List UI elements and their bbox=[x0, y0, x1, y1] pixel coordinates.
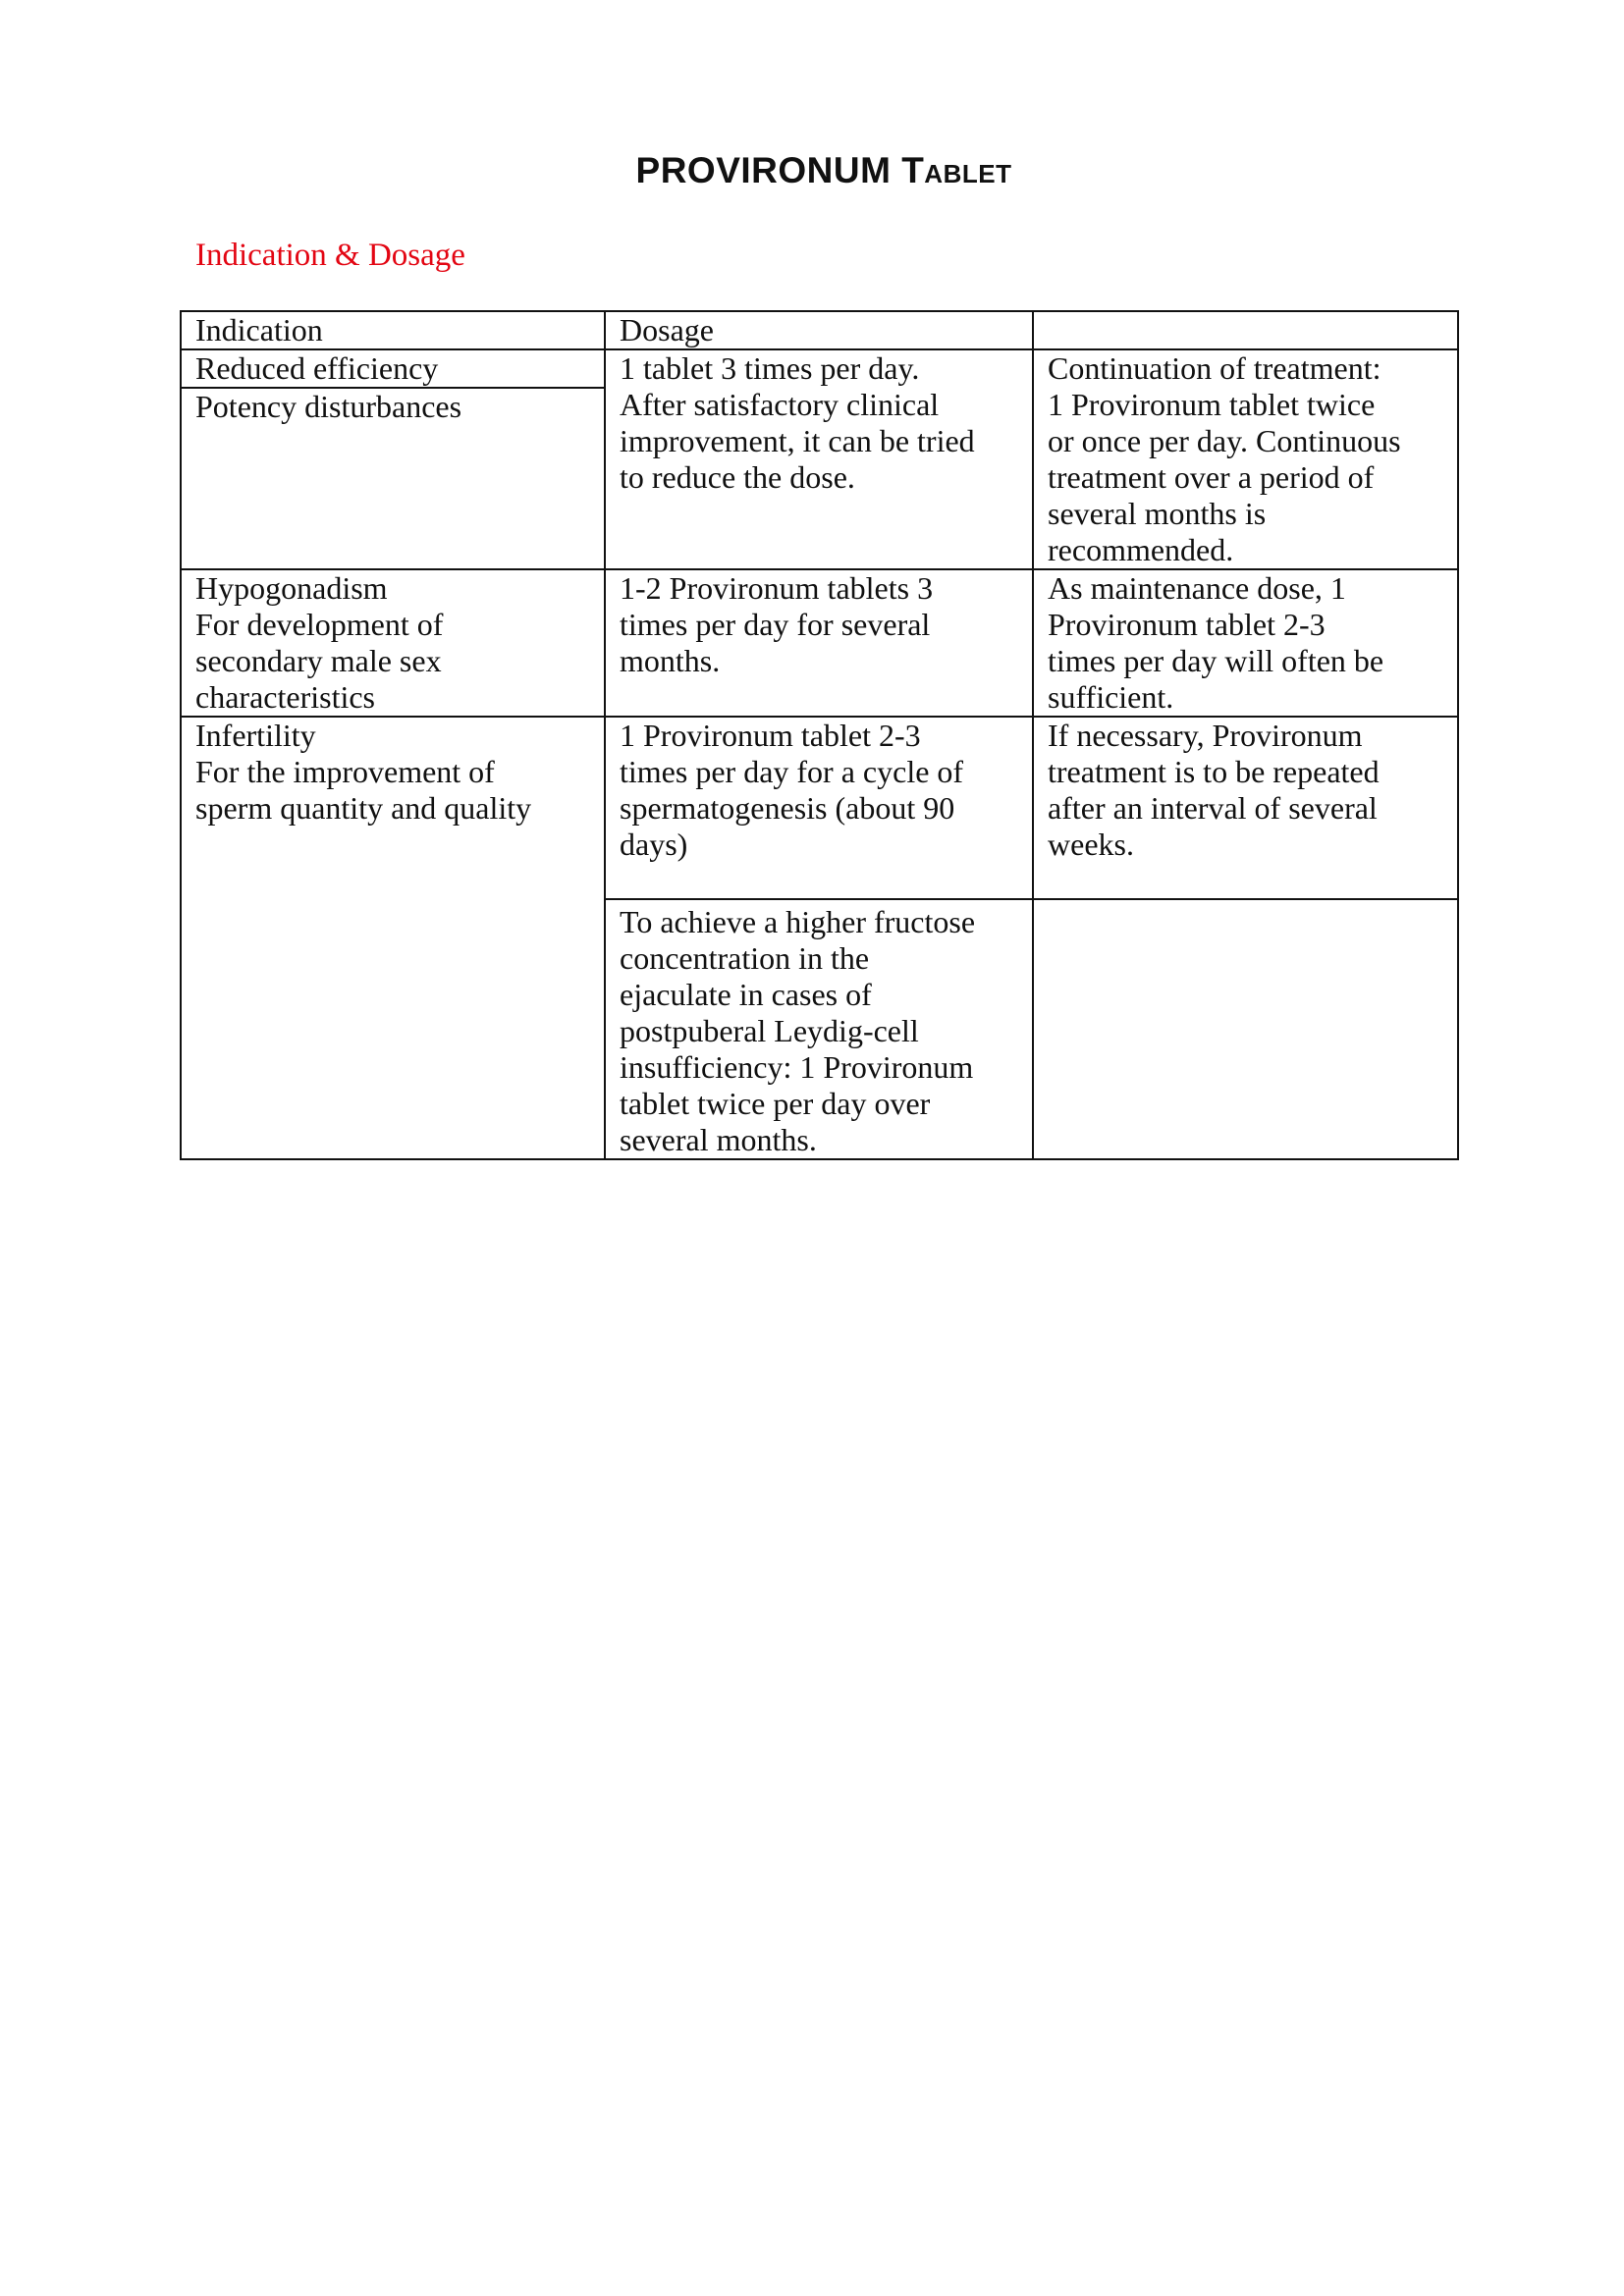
cell-line: Infertility bbox=[195, 718, 316, 753]
cell-line: sufficient. bbox=[1048, 679, 1174, 715]
continuation-cell bbox=[1033, 717, 1458, 899]
cell-line: several months. bbox=[620, 1122, 817, 1157]
cell-line: Reduced efficiency bbox=[195, 350, 439, 386]
cell-line: postpuberal Leydig-cell bbox=[620, 1013, 919, 1048]
cell-line: 1-2 Provironum tablets 3 bbox=[620, 570, 934, 606]
cell-line: improvement, it can be tried bbox=[620, 423, 975, 458]
continuation-cell bbox=[1033, 349, 1458, 569]
cell-line: after an interval of several bbox=[1048, 790, 1378, 826]
cell-line: ejaculate in cases of bbox=[620, 977, 872, 1012]
cell-line: To achieve a higher fructose bbox=[620, 904, 976, 939]
header-continuation bbox=[1033, 311, 1458, 349]
cell-line: Continuation of treatment: bbox=[1048, 350, 1381, 386]
header-dosage: Dosage bbox=[605, 311, 1033, 349]
cell-line: characteristics bbox=[195, 679, 375, 715]
cell-line: treatment is to be repeated bbox=[1048, 754, 1380, 789]
cell-line: For development of bbox=[195, 607, 444, 642]
indication-cell bbox=[181, 349, 605, 569]
title-sub: Tablet bbox=[901, 150, 1012, 190]
section-heading: Indication & Dosage bbox=[195, 238, 465, 273]
cell-line: times per day will often be bbox=[1048, 643, 1384, 678]
indication-cell bbox=[181, 717, 605, 1159]
dosage-cell bbox=[605, 899, 1033, 1159]
cell-line: 1 Provironum tablet 2-3 bbox=[620, 718, 921, 753]
table-row bbox=[181, 717, 1458, 899]
dosage-cell bbox=[605, 349, 1033, 569]
cell-line: If necessary, Provironum bbox=[1048, 718, 1363, 753]
cell-line: spermatogenesis (about 90 bbox=[620, 790, 955, 826]
cell-line: treatment over a period of bbox=[1048, 459, 1375, 495]
cell-line: to reduce the dose. bbox=[620, 459, 855, 495]
title-main: PROVIRONUM bbox=[635, 150, 892, 190]
cell-line: days) bbox=[620, 827, 688, 862]
indication-dosage-table bbox=[180, 310, 1459, 1160]
cell-line: sperm quantity and quality bbox=[195, 790, 532, 826]
table-header-row bbox=[181, 311, 1458, 349]
cell-line: recommended. bbox=[1048, 532, 1234, 567]
cell-line: secondary male sex bbox=[195, 643, 442, 678]
table-row bbox=[181, 569, 1458, 717]
continuation-cell-empty bbox=[1033, 899, 1458, 1159]
cell-line: weeks. bbox=[1048, 827, 1134, 862]
cell-line: months. bbox=[620, 643, 721, 678]
dosage-cell bbox=[605, 717, 1033, 899]
cell-line: or once per day. Continuous bbox=[1048, 423, 1401, 458]
cell-line: As maintenance dose, 1 bbox=[1048, 570, 1346, 606]
header-indication: Indication bbox=[181, 311, 605, 349]
cell-line: insufficiency: 1 Provironum bbox=[620, 1049, 974, 1085]
cell-line: 1 Provironum tablet twice bbox=[1048, 387, 1376, 422]
page-title bbox=[0, 150, 1624, 191]
table-row bbox=[181, 349, 1458, 569]
dosage-cell bbox=[605, 569, 1033, 717]
cell-line: After satisfactory clinical bbox=[620, 387, 940, 422]
cell-line: Potency disturbances bbox=[195, 389, 462, 424]
cell-line: Hypogonadism bbox=[195, 570, 388, 606]
cell-line: times per day for several bbox=[620, 607, 931, 642]
cell-line: Provironum tablet 2-3 bbox=[1048, 607, 1326, 642]
continuation-cell bbox=[1033, 569, 1458, 717]
cell-line: several months is bbox=[1048, 496, 1267, 531]
cell-line: tablet twice per day over bbox=[620, 1086, 931, 1121]
cell-line: concentration in the bbox=[620, 940, 870, 976]
indication-cell bbox=[181, 569, 605, 717]
cell-line: For the improvement of bbox=[195, 754, 495, 789]
cell-line: 1 tablet 3 times per day. bbox=[620, 350, 920, 386]
cell-line: times per day for a cycle of bbox=[620, 754, 964, 789]
